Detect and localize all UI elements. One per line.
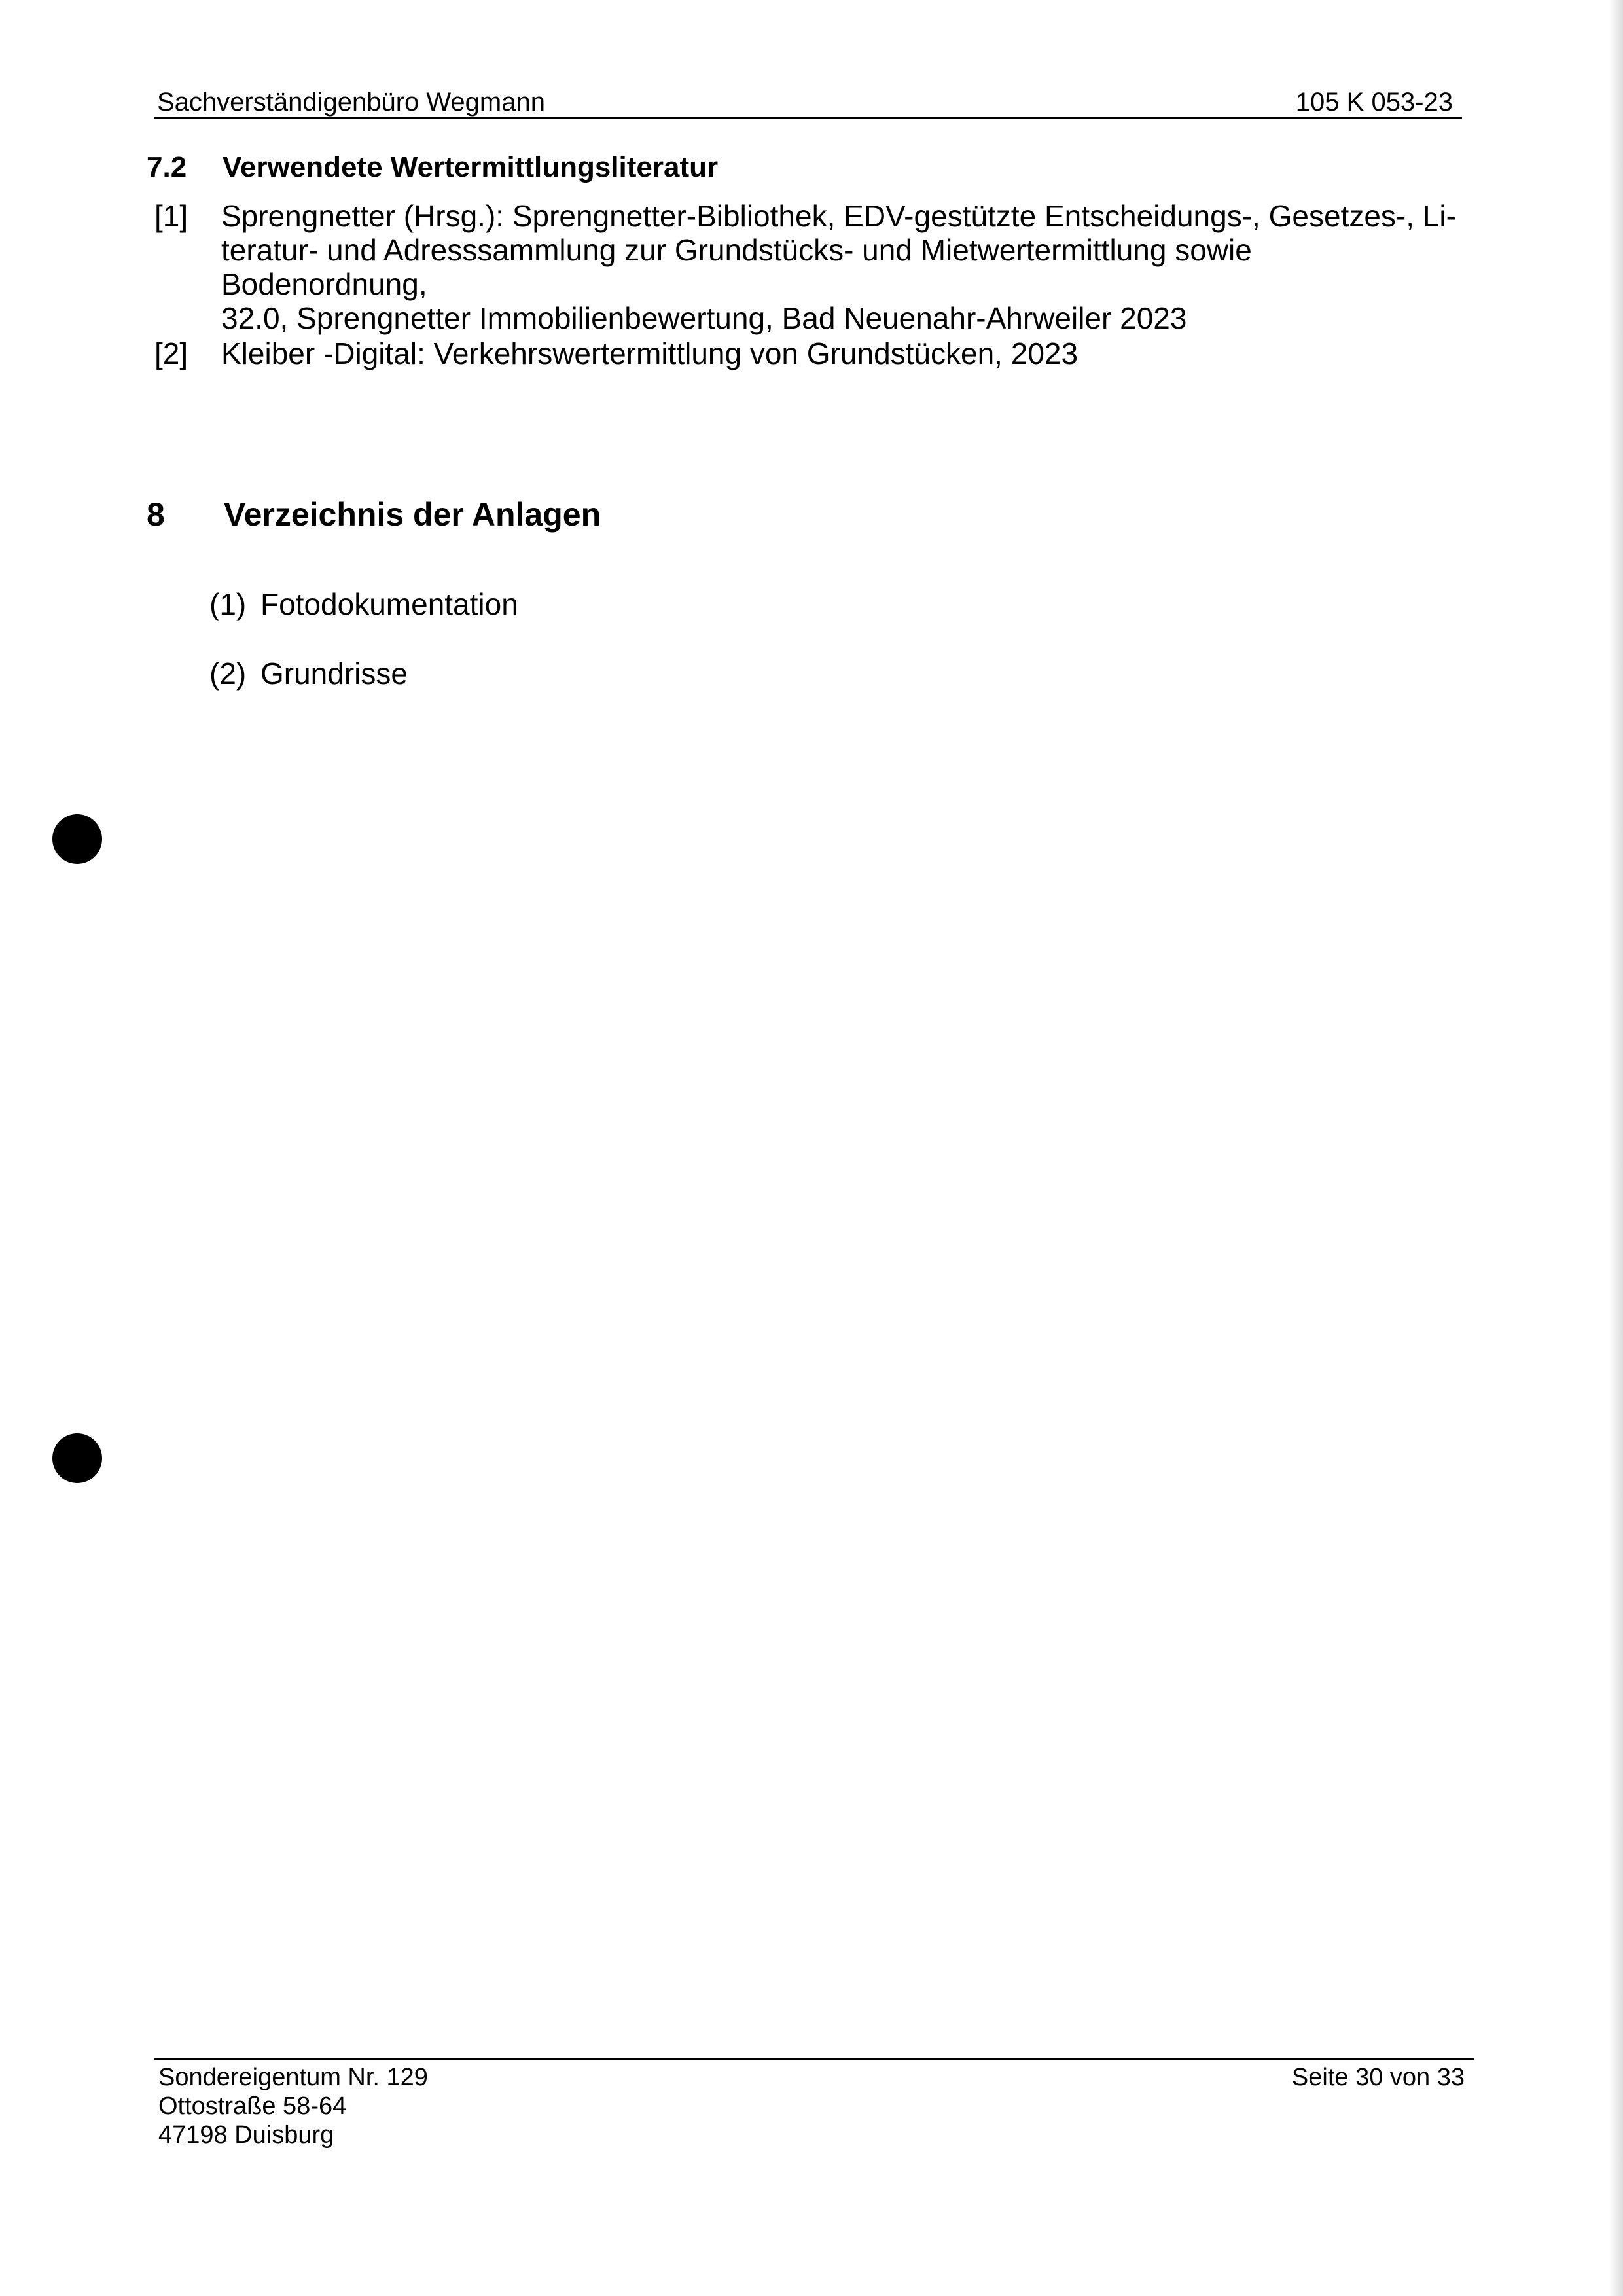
reference-label: [2]: [154, 336, 188, 370]
section-number: 7.2: [147, 151, 187, 183]
page-edge: [1609, 0, 1623, 2296]
punch-hole-bottom: [52, 1433, 102, 1483]
reference-label: [1]: [154, 199, 188, 233]
section-title: Verwendete Wertermittlungsliteratur: [223, 151, 719, 183]
section-title: Verzeichnis der Anlagen: [224, 496, 601, 533]
page-number: Seite 30 von 33: [1291, 2064, 1465, 2091]
punch-hole-top: [52, 814, 102, 864]
header-file-number: 105 K 053-23: [1295, 88, 1453, 117]
footer-address: [158, 2063, 428, 2149]
annex-label: (2): [209, 656, 247, 691]
page-footer: [154, 2058, 1474, 2149]
reference-text: Kleiber -Digital: Verkehrswertermittlung von Grundstücken, 2023: [221, 336, 1079, 370]
annex-item: [209, 586, 518, 622]
section-number: 8: [147, 496, 165, 533]
footer-address-line: Sondereigentum Nr. 129: [158, 2064, 428, 2091]
annex-label: (1): [209, 587, 247, 621]
reference-text: Sprengnetter (Hrsg.): Sprengnetter-Bibliothek, EDV-gestützte Entscheidungs-, Gesetzes-, Li- teratur- und Adresssammlung zur Grundstücks- und Mietwertermittlung sowie Bodenordnung, 32.0, Sprengnetter Immobilienbewertung, Bad Neuenahr-Ahrweiler 2023: [221, 199, 1456, 335]
footer-address-line: Ottostraße 58-64: [158, 2092, 347, 2120]
footer-address-line: 47198 Duisburg: [158, 2121, 334, 2149]
header-office: Sachverständigenbüro Wegmann: [157, 88, 545, 117]
annex-text: Fotodokumentation: [260, 587, 518, 621]
page-header: [154, 82, 1462, 119]
annex-item: [209, 656, 408, 691]
annex-text: Grundrisse: [260, 656, 408, 691]
